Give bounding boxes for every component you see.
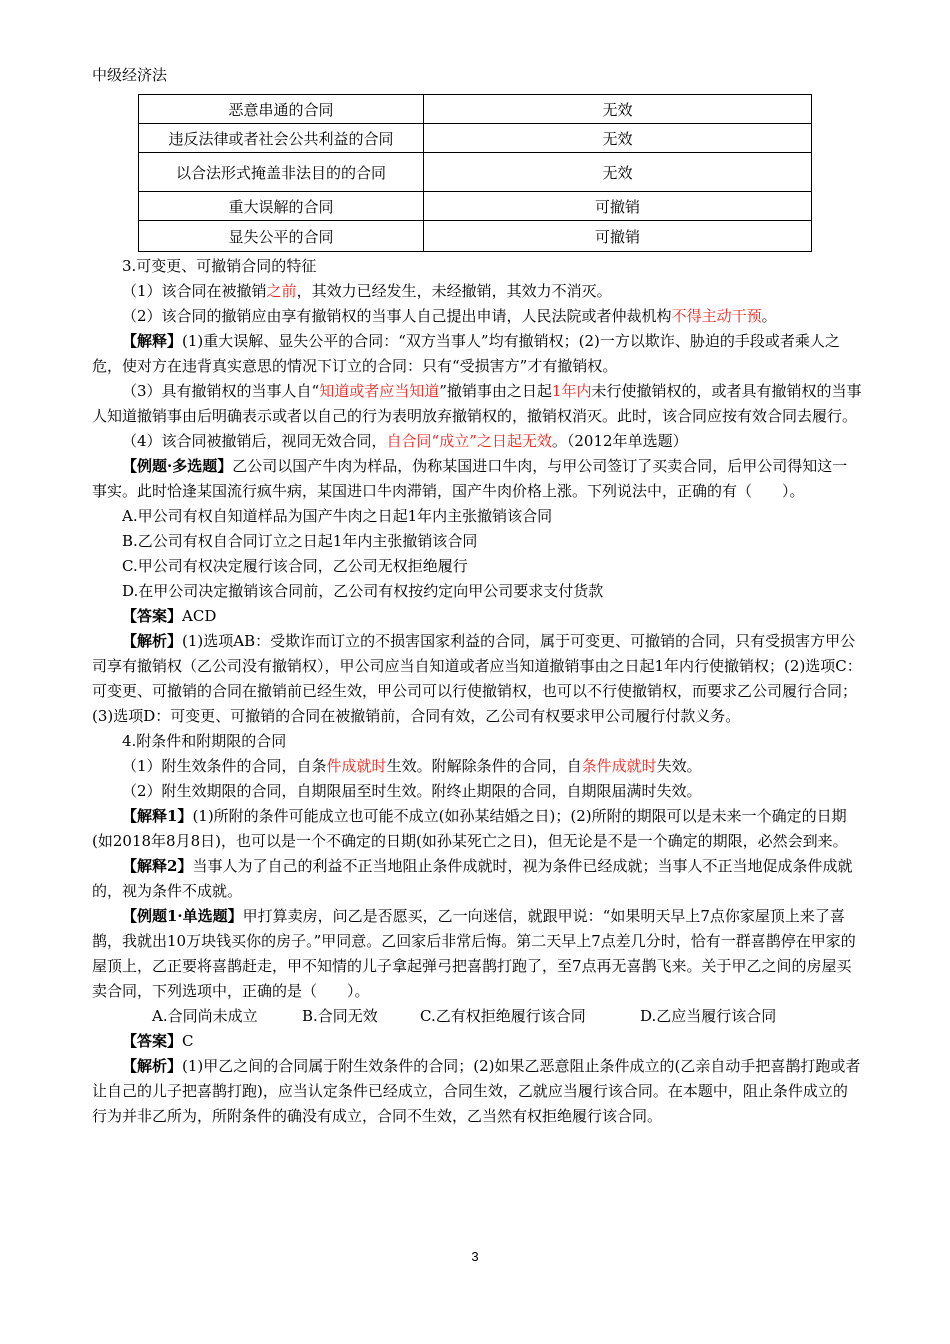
answer: 【答案】ACD (122, 607, 217, 625)
section-title: 3.可变更、可撤销合同的特征 (122, 257, 317, 275)
table-cell: 无效 (424, 153, 812, 192)
document-body (92, 254, 862, 1129)
page-header: 中级经济法 (92, 66, 168, 84)
table-cell: 违反法律或者社会公共利益的合同 (139, 124, 424, 153)
table-row (139, 95, 812, 124)
table-row (139, 192, 812, 221)
explanation: 【解释2】当事人为了自己的利益不正当地阻止条件成就时，视为条件已经成就；当事人不正当地促成条件成就的，视为条件不成就。 (92, 857, 853, 900)
option: D.在甲公司决定撤销该合同前，乙公司有权按约定向甲公司要求支付货款 (122, 582, 604, 600)
table-cell: 显失公平的合同 (139, 221, 424, 252)
page-number: 3 (471, 1249, 479, 1264)
analysis: 【解析】(1)选项AB：受欺诈而订立的不损害国家利益的合同，属于可变更、可撤销的合同，只有受损害方甲公司享有撤销权（乙公司没有撤销权），甲公司应当自知道或者应当知道撤销事由之日起1年内行使撤销权；(2)选项C：可变更、可撤销的合同在撤销前已经生效，甲公司可以行使撤销权，也可以不行使撤销权，而要求乙公司履行合同；(3)选项D：可变更、可撤销的合同在被撤销前，合同有效，乙公司有权要求甲公司履行付款义务。 (92, 632, 862, 725)
option: A.甲公司有权自知道样品为国产牛肉之日起1年内主张撤销该合同 (122, 507, 553, 525)
table-cell: 可撤销 (424, 221, 812, 252)
table-cell: 重大误解的合同 (139, 192, 424, 221)
option: B.合同无效 (302, 1007, 378, 1025)
paragraph: （4）该合同被撤销后，视同无效合同，自合同“成立”之日起无效。（2012年单选题） (122, 432, 688, 450)
option: C.甲公司有权决定履行该合同，乙公司无权拒绝履行 (122, 557, 468, 575)
paragraph: （1）附生效条件的合同，自条件成就时生效。附解除条件的合同，自条件成就时失效。 (122, 757, 702, 775)
table-row (139, 221, 812, 252)
example-question: 【例题1·单选题】甲打算卖房，问乙是否愿买，乙一向迷信，就跟甲说：“如果明天早上7点你家屋顶上来了喜鹊，我就出10万块钱买你的房子。”甲同意。乙回家后非常后悔。第二天早上7点差几分时，恰有一群喜鹊停在甲家的屋顶上，乙正要将喜鹊赶走，甲不知情的儿子拿起弹弓把喜鹊打跑了，至7点再无喜鹊飞来。关于甲乙之间的房屋买卖合同，下列选项中，正确的是（ ）。 (92, 907, 856, 1000)
option: B.乙公司有权自合同订立之日起1年内主张撤销该合同 (122, 532, 478, 550)
explanation: 【解释】(1)重大误解、显失公平的合同：“双方当事人”均有撤销权；(2)一方以欺诈、胁迫的手段或者乘人之危，使对方在违背真实意思的情况下订立的合同：只有“受损害方”才有撤销权。 (92, 332, 840, 375)
section-title: 4.附条件和附期限的合同 (122, 732, 287, 750)
option-row (92, 1004, 862, 1029)
paragraph: （2）该合同的撤销应由享有撤销权的当事人自己提出申请，人民法院或者仲裁机构不得主动干预。 (122, 307, 777, 325)
table-cell: 无效 (424, 95, 812, 124)
option: A.合同尚未成立 (152, 1007, 258, 1025)
table-cell: 恶意串通的合同 (139, 95, 424, 124)
contract-validity-table (138, 94, 812, 252)
analysis: 【解析】(1)甲乙之间的合同属于附生效条件的合同；(2)如果乙恶意阻止条件成立的(乙亲自动手把喜鹊打跑或者让自己的儿子把喜鹊打跑)，应当认定条件已经成立，合同生效，乙就应当履行该合同。在本题中，阻止条件成立的行为并非乙所为，所附条件的确没有成立，合同不生效，乙当然有权拒绝履行该合同。 (92, 1057, 861, 1125)
example-question: 【例题·多选题】乙公司以国产牛肉为样品，伪称某国进口牛肉，与甲公司签订了买卖合同，后甲公司得知这一事实。此时恰逢某国流行疯牛病，某国进口牛肉滞销，国产牛肉价格上涨。下列说法中，正确的有（ ）。 (92, 457, 848, 500)
paragraph: （2）附生效期限的合同，自期限届至时生效。附终止期限的合同，自期限届满时失效。 (122, 782, 702, 800)
explanation: 【解释1】(1)所附的条件可能成立也可能不成立(如孙某结婚之日)；(2)所附的期限可以是未来一个确定的日期(如2018年8月8日)，也可以是一个不确定的日期(如孙某死亡之日)，但无论是不是一个确定的期限，必然会到来。 (92, 807, 848, 850)
table-row (139, 153, 812, 192)
table-cell: 以合法形式掩盖非法目的的合同 (139, 153, 424, 192)
paragraph: （3）具有撤销权的当事人自“知道或者应当知道”撤销事由之日起1年内未行使撤销权的，或者具有撤销权的当事人知道撤销事由后明确表示或者以自己的行为表明放弃撤销权的，撤销权消灭。此时，该合同应按有效合同去履行。 (92, 382, 862, 425)
option: C.乙有权拒绝履行该合同 (420, 1007, 586, 1025)
option: D.乙应当履行该合同 (640, 1007, 777, 1025)
table-cell: 无效 (424, 124, 812, 153)
table-cell: 可撤销 (424, 192, 812, 221)
paragraph: （1）该合同在被撤销之前，其效力已经发生，未经撤销，其效力不消灭。 (122, 282, 612, 300)
table-row (139, 124, 812, 153)
answer: 【答案】C (122, 1032, 194, 1050)
